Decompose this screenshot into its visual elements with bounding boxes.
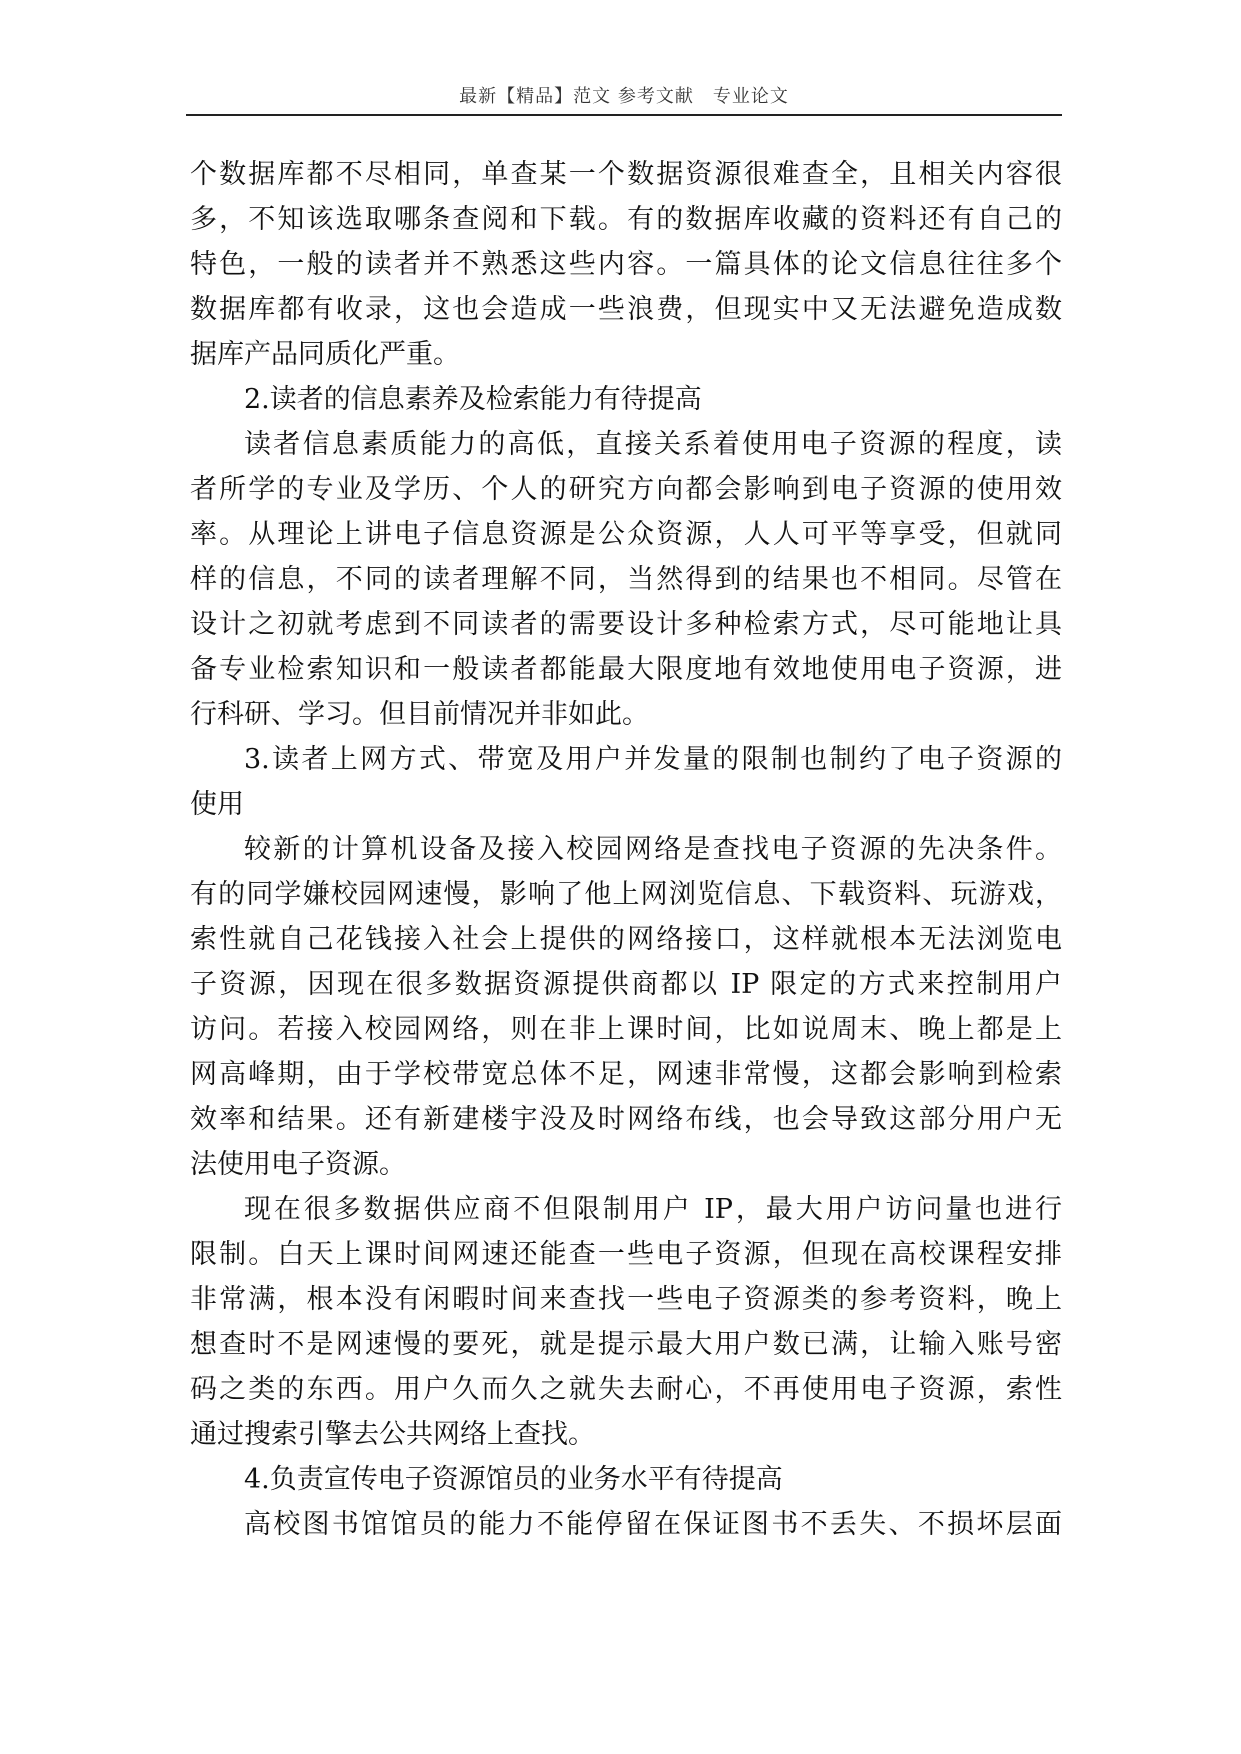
text-line: 网高峰期，由于学校带宽总体不足，网速非常慢，这都会影响到检索 [190, 1059, 1062, 1090]
text-line: 通过搜索引擎去公共网络上查找。 [190, 1419, 595, 1450]
text-line: 备专业检索知识和一般读者都能最大限度地有效地使用电子资源，进 [190, 654, 1062, 685]
text-line: 样的信息，不同的读者理解不同，当然得到的结果也不相同。尽管在 [190, 564, 1062, 595]
text-line: 有的同学嫌校园网速慢，影响了他上网浏览信息、下载资料、玩游戏， [190, 879, 1062, 910]
text-line: 者所学的专业及学历、个人的研究方向都会影响到电子资源的使用效 [190, 474, 1062, 505]
text-line: 访问。若接入校园网络，则在非上课时间，比如说周末、晚上都是上 [190, 1014, 1062, 1045]
text-line: 索性就自己花钱接入社会上提供的网络接口，这样就根本无法浏览电 [190, 924, 1062, 955]
text-line: 效率和结果。还有新建楼宇没及时网络布线，也会导致这部分用户无 [190, 1104, 1062, 1135]
text-line: 非常满，根本没有闲暇时间来查找一些电子资源类的参考资料，晚上 [190, 1284, 1062, 1315]
text-line: 数据库都有收录，这也会造成一些浪费，但现实中又无法避免造成数 [190, 294, 1062, 325]
text-line: 码之类的东西。用户久而久之就失去耐心，不再使用电子资源，索性 [190, 1374, 1062, 1405]
text-line: 高校图书馆馆员的能力不能停留在保证图书不丢失、不损坏层面 [244, 1509, 1062, 1540]
text-line: 率。从理论上讲电子信息资源是公众资源，人人可平等享受，但就同 [190, 519, 1062, 550]
text-line: 行科研、学习。但目前情况并非如此。 [190, 699, 649, 730]
text-line: 多，不知该选取哪条查阅和下载。有的数据库收藏的资料还有自己的 [190, 204, 1062, 235]
text-line: 读者信息素质能力的高低，直接关系着使用电子资源的程度，读 [244, 429, 1062, 460]
text-line: 据库产品同质化严重。 [190, 339, 460, 370]
text-line: 法使用电子资源。 [190, 1149, 406, 1180]
text-line: 4.负责宣传电子资源馆员的业务水平有待提高 [244, 1464, 783, 1495]
text-line: 较新的计算机设备及接入校园网络是查找电子资源的先决条件。 [244, 834, 1062, 865]
text-line: 个数据库都不尽相同，单查某一个数据资源很难查全，且相关内容很 [190, 159, 1062, 190]
text-line: 2.读者的信息素养及检索能力有待提高 [244, 384, 702, 415]
text-line: 限制。白天上课时间网速还能查一些电子资源，但现在高校课程安排 [190, 1239, 1062, 1270]
header-rule [186, 114, 1062, 116]
text-line: 使用 [190, 789, 244, 820]
text-line: 3.读者上网方式、带宽及用户并发量的限制也制约了电子资源的 [244, 744, 1062, 775]
text-line: 现在很多数据供应商不但限制用户 IP，最大用户访问量也进行 [244, 1194, 1062, 1225]
text-line: 设计之初就考虑到不同读者的需要设计多种检索方式，尽可能地让具 [190, 609, 1062, 640]
text-line: 想查时不是网速慢的要死，就是提示最大用户数已满，让输入账号密 [190, 1329, 1062, 1360]
text-line: 特色，一般的读者并不熟悉这些内容。一篇具体的论文信息往往多个 [190, 249, 1062, 280]
text-line: 子资源，因现在很多数据资源提供商都以 IP 限定的方式来控制用户 [190, 969, 1062, 1000]
body-text [190, 152, 1062, 1712]
page-header: 最新【精品】范文 参考文献 专业论文 [459, 86, 789, 107]
